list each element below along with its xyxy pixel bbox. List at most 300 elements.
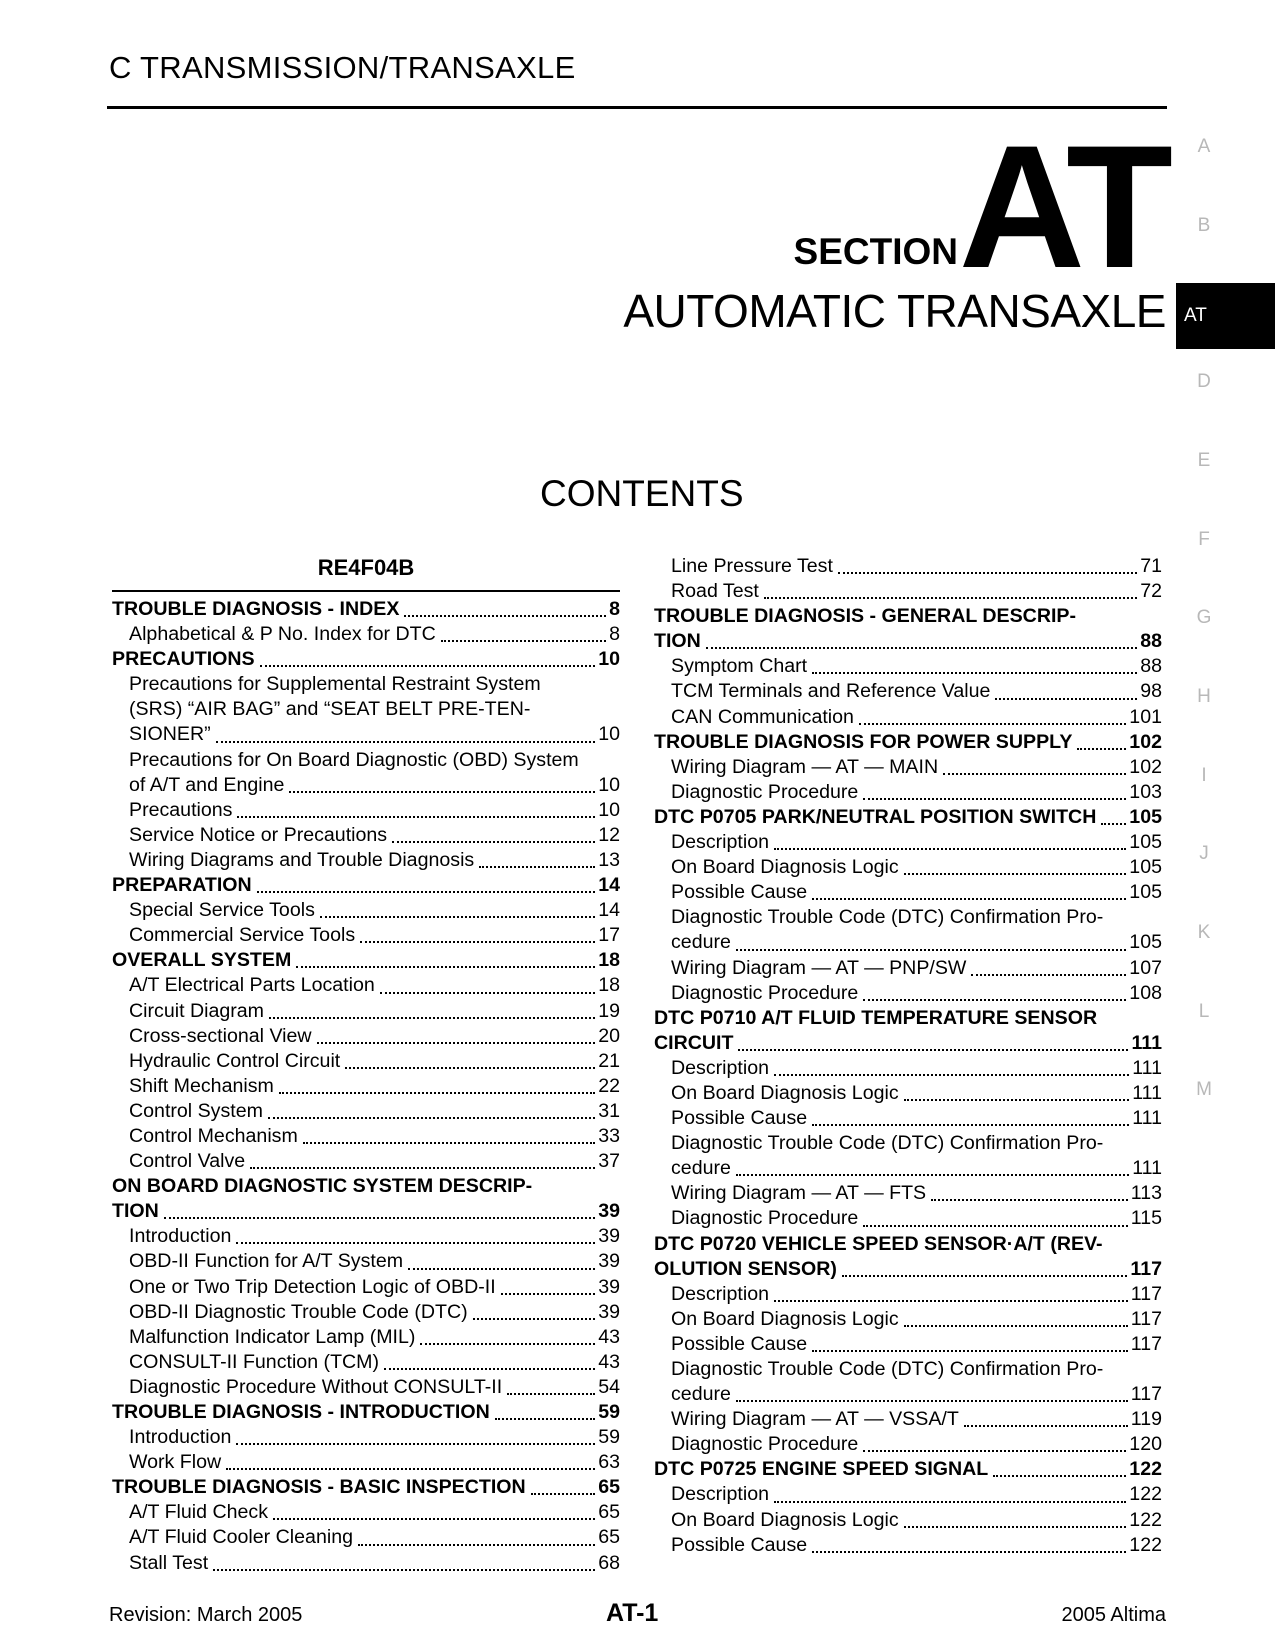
dot-leader	[226, 1467, 595, 1470]
toc-item-page: 31	[598, 1099, 620, 1122]
toc-item[interactable]	[654, 1181, 1162, 1206]
toc-item-page: 59	[598, 1426, 620, 1449]
toc-item[interactable]	[112, 1024, 620, 1049]
toc-item-title: Diagnostic Procedure	[671, 1433, 859, 1456]
toc-item-row	[654, 1533, 1162, 1558]
toc-item-page: 105	[1129, 931, 1162, 954]
toc-item-page: 39	[598, 1225, 620, 1248]
toc-item-page: 111	[1132, 1157, 1162, 1180]
toc-item-title: OVERALL SYSTEM	[112, 949, 292, 972]
toc-item-page: 22	[598, 1074, 620, 1097]
toc-item[interactable]	[112, 923, 620, 948]
dot-leader	[269, 1016, 595, 1019]
toc-item[interactable]	[112, 748, 620, 798]
section-index-letter[interactable]: G	[1196, 607, 1212, 628]
toc-item-page: 105	[1129, 805, 1162, 828]
toc-item[interactable]	[654, 1282, 1162, 1307]
toc-item-row	[654, 880, 1162, 905]
dot-leader	[237, 815, 595, 818]
toc-item-page: 39	[598, 1200, 620, 1223]
toc-item-title: Service Notice or Precautions	[129, 823, 388, 846]
toc-item-row	[112, 1375, 620, 1400]
toc-item[interactable]	[654, 1357, 1162, 1407]
toc-item[interactable]	[112, 973, 620, 998]
toc-item-page: 63	[598, 1451, 620, 1474]
toc-item[interactable]	[112, 1224, 620, 1249]
toc-item[interactable]	[654, 1457, 1162, 1482]
toc-item-title: TROUBLE DIAGNOSIS - INDEX	[112, 598, 400, 620]
toc-item-page: 65	[598, 1526, 620, 1549]
dot-leader	[303, 1141, 595, 1144]
toc-item-page: 19	[598, 999, 620, 1022]
dot-leader	[863, 998, 1126, 1001]
toc-item-title: Diagnostic Procedure	[671, 981, 859, 1004]
toc-item-title: Possible Cause	[671, 1332, 808, 1355]
toc-item[interactable]	[654, 905, 1162, 955]
dot-leader	[289, 790, 595, 793]
toc-item-page: 13	[598, 848, 620, 871]
toc-item-page: 71	[1140, 555, 1162, 577]
toc-item[interactable]	[654, 855, 1162, 880]
dot-leader	[273, 1517, 595, 1520]
toc-item-row	[654, 830, 1162, 855]
toc-item-title: Malfunction Indicator Lamp (MIL)	[129, 1325, 416, 1348]
toc-item-row	[112, 999, 620, 1024]
toc-right-column	[654, 554, 1162, 1558]
toc-item-title: OLUTION SENSOR)	[654, 1257, 837, 1280]
toc-item-title: Special Service Tools	[129, 899, 315, 922]
toc-item[interactable]	[654, 755, 1162, 780]
toc-item[interactable]	[112, 597, 620, 622]
toc-item-title: Description	[671, 1056, 770, 1079]
toc-item-row	[112, 873, 620, 898]
toc-item-row	[654, 1181, 1162, 1206]
toc-item-title: Wiring Diagrams and Trouble Diagnosis	[129, 848, 475, 871]
toc-item-title-line: DTC P0720 VEHICLE SPEED SENSOR·A/T (REV-	[654, 1232, 1103, 1255]
toc-item-page: 122	[1129, 1508, 1162, 1531]
toc-item-title: Wiring Diagram — AT — PNP/SW	[671, 956, 967, 979]
toc-item[interactable]	[112, 1500, 620, 1525]
toc-item-page: 18	[598, 974, 620, 997]
dot-leader	[863, 1224, 1127, 1227]
toc-item-title: A/T Electrical Parts Location	[129, 974, 375, 997]
dot-leader	[404, 614, 606, 617]
toc-item[interactable]	[112, 1475, 620, 1500]
toc-item-page: 105	[1129, 856, 1162, 879]
toc-item-page: 43	[598, 1350, 620, 1373]
toc-item[interactable]	[654, 1081, 1162, 1106]
toc-item-row	[112, 898, 620, 923]
toc-item-page: 111	[1131, 1031, 1162, 1054]
toc-item-page: 122	[1129, 1533, 1162, 1556]
section-index-letter[interactable]: J	[1199, 843, 1209, 864]
toc-item[interactable]	[112, 1074, 620, 1099]
toc-item-row	[654, 1482, 1162, 1507]
toc-item-row	[654, 1432, 1162, 1457]
toc-item-page: 8	[609, 598, 620, 620]
toc-item-title: DTC P0725 ENGINE SPEED SIGNAL	[654, 1458, 989, 1481]
toc-item-title: One or Two Trip Detection Logic of OBD-II	[129, 1275, 496, 1298]
toc-item-row	[112, 1149, 620, 1174]
toc-item-row	[112, 1099, 620, 1124]
dot-leader	[736, 1399, 1128, 1402]
dot-leader	[320, 915, 595, 918]
toc-item[interactable]	[654, 981, 1162, 1006]
toc-item-page: 8	[609, 623, 620, 646]
toc-item[interactable]	[112, 1049, 620, 1074]
dot-leader	[358, 1543, 595, 1546]
toc-item-title: Diagnostic Procedure	[671, 780, 859, 803]
section-index-letter[interactable]: H	[1197, 686, 1211, 707]
toc-item[interactable]	[112, 823, 620, 848]
toc-item-row	[112, 1224, 620, 1249]
dot-leader	[164, 1216, 595, 1219]
toc-item-row	[654, 805, 1162, 830]
toc-item-page: 117	[1130, 1383, 1162, 1406]
toc-item[interactable]	[112, 1350, 620, 1375]
toc-item[interactable]	[112, 1375, 620, 1400]
section-label: SECTION	[793, 231, 958, 272]
toc-item-row	[112, 773, 620, 798]
toc-item[interactable]	[112, 622, 620, 647]
toc-item[interactable]	[654, 1131, 1162, 1181]
toc-item-row	[654, 1508, 1162, 1533]
toc-item-row	[112, 973, 620, 998]
toc-item-title: Introduction	[129, 1225, 232, 1248]
toc-item[interactable]	[112, 647, 620, 672]
toc-item[interactable]	[654, 956, 1162, 981]
footer-revision: Revision: March 2005	[109, 1604, 303, 1626]
toc-item-row	[654, 981, 1162, 1006]
section-index-letter[interactable]: B	[1197, 215, 1211, 236]
toc-item-title: On Board Diagnosis Logic	[671, 1081, 899, 1104]
dot-leader	[213, 1568, 595, 1571]
toc-item-title: PRECAUTIONS	[112, 648, 255, 671]
toc-item[interactable]	[112, 1124, 620, 1149]
toc-item-page: 12	[598, 823, 620, 846]
dot-leader	[268, 1116, 595, 1119]
toc-item-page: 68	[598, 1551, 620, 1574]
toc-item[interactable]	[654, 805, 1162, 830]
toc-item-title: OBD-II Diagnostic Trouble Code (DTC)	[129, 1300, 468, 1323]
toc-item[interactable]	[654, 1407, 1162, 1432]
toc-item-title: Introduction	[129, 1426, 232, 1449]
toc-item-row	[654, 1382, 1162, 1407]
toc-item-page: 101	[1129, 705, 1162, 728]
toc-item[interactable]	[654, 1232, 1162, 1282]
toc-item-row	[654, 956, 1162, 981]
toc-item-page: 111	[1132, 1081, 1162, 1104]
toc-item-row	[654, 1282, 1162, 1307]
toc-item-row	[112, 1300, 620, 1325]
toc-item[interactable]	[112, 1249, 620, 1274]
dot-leader	[260, 664, 596, 667]
toc-item[interactable]	[654, 730, 1162, 755]
toc-item[interactable]	[654, 1106, 1162, 1131]
toc-item[interactable]	[112, 798, 620, 823]
toc-item-title: Shift Mechanism	[129, 1074, 274, 1097]
toc-item-row	[654, 579, 1162, 604]
toc-item-title-line: Precautions for Supplemental Restraint System	[129, 673, 541, 696]
toc-item-title: Description	[671, 831, 770, 854]
toc-item[interactable]	[654, 1307, 1162, 1332]
toc-item[interactable]	[112, 1400, 620, 1425]
toc-item-row	[112, 722, 620, 747]
toc-item-title: OBD-II Function for A/T System	[129, 1250, 404, 1273]
toc-item-title: On Board Diagnosis Logic	[671, 856, 899, 879]
dot-leader	[842, 1274, 1127, 1277]
toc-item[interactable]	[654, 780, 1162, 805]
section-index-active-tab[interactable]	[1176, 283, 1275, 349]
toc-item-title: Circuit Diagram	[129, 999, 265, 1022]
toc-item[interactable]	[654, 1206, 1162, 1231]
toc-item-page: 108	[1129, 981, 1162, 1004]
toc-item-row	[654, 1156, 1162, 1181]
toc-item-page: 72	[1140, 580, 1162, 603]
toc-item-page: 10	[598, 798, 620, 821]
toc-item-row	[654, 705, 1162, 730]
toc-item-page: 10	[598, 648, 620, 671]
dot-leader	[774, 847, 1126, 850]
toc-item[interactable]	[654, 679, 1162, 704]
toc-item[interactable]	[112, 848, 620, 873]
toc-item-page: 105	[1129, 831, 1162, 854]
dot-leader	[995, 697, 1137, 700]
toc-item-title: Possible Cause	[671, 1107, 808, 1130]
toc-item-title: CAN Communication	[671, 705, 854, 728]
section-index-tabs	[1176, 0, 1236, 1200]
toc-item[interactable]	[112, 1325, 620, 1350]
toc-item-row	[654, 1407, 1162, 1432]
toc-item[interactable]	[654, 654, 1162, 679]
dot-leader	[380, 991, 595, 994]
toc-item-row	[654, 679, 1162, 704]
header-divider	[107, 106, 1167, 109]
toc-item-title: Description	[671, 1483, 770, 1506]
toc-item-title: PREPARATION	[112, 874, 252, 897]
toc-item-title-line: (SRS) “AIR BAG” and “SEAT BELT PRE-TEN-	[129, 698, 531, 721]
toc-item[interactable]	[654, 579, 1162, 604]
toc-item[interactable]	[112, 1525, 620, 1550]
dot-leader	[441, 639, 606, 642]
toc-item-row	[654, 755, 1162, 780]
dot-leader	[774, 1073, 1129, 1076]
toc-item-page: 39	[598, 1275, 620, 1298]
toc-item-row	[112, 923, 620, 948]
toc-item[interactable]	[112, 1149, 620, 1174]
dot-leader	[812, 671, 1137, 674]
toc-item-page: 117	[1130, 1282, 1162, 1305]
toc-item-page: 103	[1129, 780, 1162, 803]
toc-item-page: 117	[1130, 1307, 1162, 1330]
toc-item[interactable]	[654, 1056, 1162, 1081]
dot-leader	[774, 1500, 1126, 1503]
toc-item-title: TION	[112, 1200, 159, 1223]
dot-leader	[971, 973, 1126, 976]
toc-item-title: CIRCUIT	[654, 1031, 734, 1054]
dot-leader	[296, 965, 595, 968]
toc-item-title: Control Mechanism	[129, 1124, 298, 1147]
toc-item-page: 10	[598, 773, 620, 796]
section-index-letter[interactable]: M	[1196, 1079, 1212, 1100]
toc-item[interactable]	[654, 1332, 1162, 1357]
toc-item-title: Cross-sectional View	[129, 1024, 312, 1047]
toc-item[interactable]	[654, 830, 1162, 855]
toc-item-title: cedure	[671, 931, 731, 954]
toc-item[interactable]	[654, 1533, 1162, 1558]
toc-item[interactable]	[112, 1174, 620, 1224]
toc-item-row	[112, 1124, 620, 1149]
toc-item[interactable]	[112, 948, 620, 973]
toc-item-page: 21	[598, 1049, 620, 1072]
dot-leader	[279, 1091, 595, 1094]
toc-item[interactable]	[654, 1482, 1162, 1507]
toc-item-title: A/T Fluid Cooler Cleaning	[129, 1526, 353, 1549]
toc-item[interactable]	[112, 898, 620, 923]
toc-item-page: 122	[1129, 1483, 1162, 1506]
toc-item-title: TCM Terminals and Reference Value	[671, 680, 991, 703]
toc-item-title: Hydraulic Control Circuit	[129, 1049, 341, 1072]
toc-item-row	[654, 1457, 1162, 1482]
dot-leader	[904, 1525, 1127, 1528]
toc-item-page: 111	[1132, 1056, 1162, 1079]
toc-item[interactable]	[112, 999, 620, 1024]
toc-item-page: 113	[1130, 1182, 1162, 1205]
toc-item-row	[654, 1056, 1162, 1081]
toc-item-row	[112, 1325, 620, 1350]
dot-leader	[495, 1417, 595, 1420]
toc-item-page: 39	[598, 1250, 620, 1273]
toc-item[interactable]	[654, 554, 1162, 579]
toc-item-row	[112, 823, 620, 848]
toc-item-row	[112, 1199, 620, 1224]
active-tab-label: AT	[1184, 305, 1207, 326]
toc-item-row	[654, 1257, 1162, 1282]
toc-item-page: 59	[598, 1401, 620, 1423]
dot-leader	[774, 1299, 1128, 1302]
toc-item-row	[112, 798, 620, 823]
toc-item-row	[112, 1024, 620, 1049]
toc-item-row	[654, 1332, 1162, 1357]
toc-item[interactable]	[654, 705, 1162, 730]
toc-item[interactable]	[112, 1425, 620, 1450]
toc-item-row	[112, 1500, 620, 1525]
toc-item[interactable]	[112, 873, 620, 898]
dot-leader	[736, 1173, 1129, 1176]
dot-leader	[250, 1166, 595, 1169]
dot-leader	[531, 1492, 596, 1495]
dot-leader	[931, 1198, 1128, 1201]
section-index-letter[interactable]: E	[1197, 450, 1211, 471]
dot-leader	[501, 1292, 596, 1295]
toc-item-page: 107	[1129, 956, 1162, 979]
dot-leader	[904, 872, 1127, 875]
toc-item-title: cedure	[671, 1383, 731, 1406]
toc-right-list	[654, 554, 1162, 1558]
dot-leader	[236, 1442, 595, 1445]
toc-item-page: 119	[1130, 1408, 1162, 1431]
toc-item[interactable]	[654, 1006, 1162, 1056]
section-index-letter[interactable]: K	[1197, 922, 1211, 943]
toc-item[interactable]	[112, 1099, 620, 1124]
dot-leader	[257, 890, 596, 893]
toc-item-page: 117	[1130, 1257, 1162, 1280]
toc-item-title: On Board Diagnosis Logic	[671, 1508, 899, 1531]
toc-item-page: 65	[598, 1501, 620, 1524]
dot-leader	[236, 1241, 595, 1244]
section-index-letter[interactable]: I	[1201, 765, 1207, 786]
toc-item[interactable]	[112, 1551, 620, 1576]
toc-item-title-line: DTC P0710 A/T FLUID TEMPERATURE SENSOR	[654, 1006, 1098, 1029]
toc-item-row	[112, 1425, 620, 1450]
toc-item-page: 117	[1130, 1332, 1162, 1355]
toc-item-page: 115	[1130, 1207, 1162, 1230]
toc-item-title: TROUBLE DIAGNOSIS - BASIC INSPECTION	[112, 1476, 526, 1499]
toc-item-title: CONSULT-II Function (TCM)	[129, 1350, 380, 1373]
toc-item[interactable]	[654, 604, 1162, 654]
toc-item-row	[654, 629, 1162, 654]
toc-item-page: 65	[598, 1476, 620, 1499]
dot-leader	[345, 1066, 595, 1069]
toc-item-row	[654, 1206, 1162, 1231]
toc-item-title: Possible Cause	[671, 881, 808, 904]
toc-item-title: of A/T and Engine	[129, 773, 285, 796]
toc-item[interactable]	[112, 672, 620, 747]
toc-item-row	[654, 855, 1162, 880]
dot-leader	[838, 571, 1137, 574]
dot-leader	[360, 940, 595, 943]
section-index-letter[interactable]: F	[1198, 529, 1210, 550]
toc-item-page: 37	[598, 1150, 620, 1173]
toc-item-title: Symptom Chart	[671, 655, 808, 678]
toc-item-title-line: Diagnostic Trouble Code (DTC) Confirmation Pro-	[671, 1132, 1104, 1155]
dot-leader	[384, 1367, 595, 1370]
toc-item[interactable]	[112, 1450, 620, 1475]
dot-leader	[863, 1449, 1126, 1452]
toc-item-page: 39	[598, 1300, 620, 1323]
toc-item-row	[112, 1074, 620, 1099]
section-index-letter[interactable]: D	[1197, 371, 1211, 392]
section-index-letter[interactable]: L	[1198, 1001, 1210, 1022]
toc-item-row	[112, 1049, 620, 1074]
dot-leader	[964, 1424, 1128, 1427]
dot-leader	[479, 865, 595, 868]
dot-leader	[812, 1123, 1129, 1126]
toc-item[interactable]	[654, 880, 1162, 905]
toc-item-row	[654, 1106, 1162, 1131]
toc-item-title: TROUBLE DIAGNOSIS - INTRODUCTION	[112, 1401, 490, 1423]
section-index-letter[interactable]: A	[1197, 136, 1211, 157]
dot-leader	[706, 646, 1137, 649]
toc-item-row	[112, 848, 620, 873]
toc-item[interactable]	[112, 1300, 620, 1325]
toc-item-row	[112, 1275, 620, 1300]
dot-leader	[812, 897, 1126, 900]
toc-item-row	[112, 948, 620, 973]
toc-item-row	[112, 1525, 620, 1550]
toc-item[interactable]	[112, 1275, 620, 1300]
toc-item-title: SIONER”	[129, 723, 211, 746]
toc-item-page: 98	[1140, 680, 1162, 703]
toc-item-page: 122	[1129, 1458, 1162, 1481]
toc-item[interactable]	[654, 1508, 1162, 1533]
dot-leader	[812, 1349, 1128, 1352]
toc-item-row	[654, 780, 1162, 805]
model-heading: RE4F04B	[112, 550, 620, 592]
toc-item-row	[112, 647, 620, 672]
section-group-title: C TRANSMISSION/TRANSAXLE	[109, 50, 576, 85]
toc-item[interactable]	[654, 1432, 1162, 1457]
